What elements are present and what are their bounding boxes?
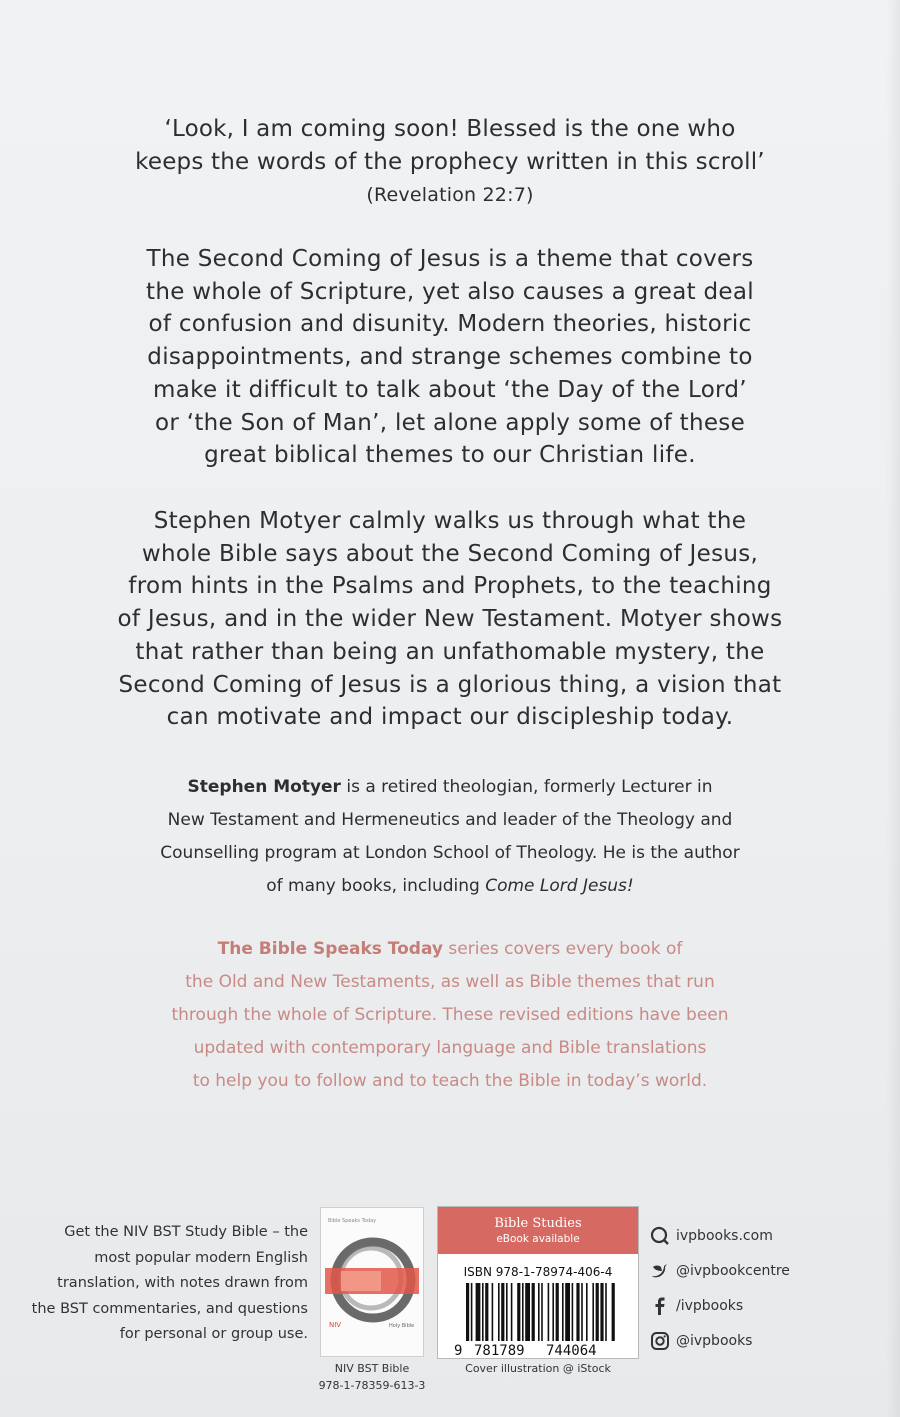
barcode-bar — [466, 1283, 469, 1341]
barcode-bar — [600, 1283, 603, 1341]
bible-cover-title: Bible Speaks Today — [328, 1218, 377, 1224]
facebook-label: /ivpbooks — [676, 1297, 744, 1314]
barcode-bar — [576, 1283, 579, 1341]
bible-cover-brand: NIV — [329, 1321, 342, 1329]
barcode-bar — [525, 1283, 530, 1341]
barcode-bar — [586, 1283, 588, 1341]
website-label: ivpbooks.com — [676, 1227, 773, 1244]
study-bible-title: NIV BST Bible — [334, 1362, 410, 1375]
series-name: The Bible Speaks Today — [217, 939, 444, 959]
promo-line: most popular modern English — [94, 1249, 308, 1266]
promo-line: the BST commentaries, and questions — [31, 1300, 308, 1317]
barcode-bar — [517, 1283, 520, 1341]
text-line: of Jesus, and in the wider New Testament. Motyer shows — [117, 606, 783, 633]
bio-text: of many books, including — [266, 876, 486, 896]
barcode-bar — [572, 1283, 574, 1341]
barcode-bar — [482, 1283, 484, 1341]
barcode-digits-right: 744064 — [546, 1343, 597, 1359]
study-bible-cover-image — [320, 1207, 424, 1357]
barcode-bar — [581, 1283, 583, 1341]
text-line: that rather than being an unfathomable mystery, the — [135, 638, 765, 665]
social-website[interactable] — [650, 1218, 850, 1253]
page-edge-shadow — [886, 0, 900, 1417]
twitter-label: @ivpbookcentre — [676, 1262, 790, 1279]
series-line: the Old and New Testaments, as well as Bible themes that run — [185, 972, 715, 992]
bio-line: New Testament and Hermeneutics and leader of the Theology and — [167, 810, 733, 830]
bio-line — [110, 771, 790, 804]
cover-credit: Cover illustration @ iStock — [465, 1362, 611, 1375]
barcode-bar — [471, 1283, 473, 1341]
category-banner — [438, 1207, 638, 1254]
barcode-bar — [532, 1283, 535, 1341]
barcode-bar — [485, 1283, 488, 1341]
isbn-number: ISBN 978-1-78974-406-4 — [463, 1265, 613, 1279]
text-line: from hints in the Psalms and Prophets, to the teaching — [128, 573, 772, 600]
social-facebook[interactable] — [650, 1288, 850, 1323]
barcode-bar — [538, 1283, 540, 1341]
social-twitter[interactable] — [650, 1253, 850, 1288]
barcode-bar — [562, 1283, 564, 1341]
barcode-bar — [605, 1283, 607, 1341]
synopsis-paragraph-2 — [60, 505, 840, 734]
facebook-icon — [650, 1296, 670, 1316]
barcode-bar — [548, 1283, 550, 1341]
ebook-label: eBook available — [496, 1233, 580, 1245]
bible-cover-label: Holy Bible — [389, 1323, 415, 1329]
barcode-digits-left: 781789 — [474, 1343, 525, 1359]
barcode-bars — [466, 1283, 615, 1341]
bible-cover-art — [321, 1208, 423, 1356]
social-links — [650, 1218, 850, 1358]
study-bible-promo — [30, 1220, 308, 1348]
barcode-bar — [556, 1283, 559, 1341]
barcode — [438, 1279, 638, 1359]
text-line: Stephen Motyer calmly walks us through what the — [153, 508, 747, 534]
synopsis-paragraph-1 — [70, 243, 830, 472]
quote-reference: (Revelation 22:7) — [366, 184, 534, 206]
opening-quote — [70, 113, 830, 211]
promo-line: for personal or group use. — [119, 1326, 308, 1343]
study-bible-isbn: 978-1-78359-613-3 — [318, 1379, 426, 1392]
barcode-bar — [565, 1283, 570, 1341]
twitter-icon — [650, 1261, 670, 1281]
quote-line: keeps the words of the prophecy written in this scroll’ — [135, 149, 765, 175]
promo-line: translation, with notes drawn from — [57, 1275, 308, 1292]
series-line: updated with contemporary language and Bible translations — [193, 1038, 707, 1058]
bio-text: is a retired theologian, formerly Lecturer in — [340, 777, 713, 797]
barcode-bar — [592, 1283, 594, 1341]
bio-line — [110, 870, 790, 903]
text-line: great biblical themes to our Christian life. — [204, 442, 696, 469]
series-line: through the whole of Scripture. These revised editions have been — [171, 1005, 729, 1025]
quote-line: ‘Look, I am coming soon! Blessed is the one who — [164, 116, 736, 142]
book-title: Come Lord Jesus! — [485, 876, 634, 896]
series-line — [120, 933, 780, 966]
text-line: whole Bible says about the Second Coming of Jesus, — [141, 540, 759, 567]
barcode-bar — [476, 1283, 481, 1341]
text-line: the whole of Scripture, yet also causes a great deal — [146, 278, 754, 305]
barcode-bar — [541, 1283, 543, 1341]
barcode-bar — [522, 1283, 524, 1341]
barcode-bar — [596, 1283, 599, 1341]
text-line: make it difficult to talk about ‘the Day of the Lord’ — [153, 376, 747, 403]
author-name: Stephen Motyer — [187, 777, 341, 797]
barcode-bar — [612, 1283, 615, 1341]
category-label: Bible Studies — [494, 1216, 582, 1231]
barcode-bar — [506, 1283, 508, 1341]
series-line: to help you to follow and to teach the Bible in today’s world. — [192, 1071, 708, 1091]
social-instagram[interactable] — [650, 1323, 850, 1358]
study-bible-caption — [305, 1360, 439, 1394]
barcode-bar — [492, 1283, 494, 1341]
barcode-bar — [501, 1283, 504, 1341]
author-bio — [110, 771, 790, 903]
text-line: of confusion and disunity. Modern theories, historic — [148, 311, 752, 338]
barcode-bar — [552, 1283, 554, 1341]
instagram-icon — [650, 1331, 670, 1351]
promo-line: Get the NIV BST Study Bible – the — [64, 1224, 308, 1240]
isbn-barcode-panel — [437, 1206, 639, 1359]
text-line: or ‘the Son of Man’, let alone apply some of these — [154, 409, 746, 436]
instagram-label: @ivpbooks — [676, 1332, 753, 1349]
search-icon — [650, 1226, 670, 1246]
text-line: Second Coming of Jesus is a glorious thing, a vision that — [118, 671, 782, 698]
barcode-digit-first: 9 — [454, 1343, 463, 1359]
barcode-bar — [511, 1283, 513, 1341]
barcode-bar — [498, 1283, 500, 1341]
series-text: series covers every book of — [443, 939, 683, 959]
text-line: can motivate and impact our discipleship today. — [166, 704, 734, 731]
series-description — [120, 933, 780, 1098]
text-line: The Second Coming of Jesus is a theme that covers — [146, 246, 754, 272]
text-line: disappointments, and strange schemes combine to — [147, 344, 753, 371]
bio-line: Counselling program at London School of Theology. He is the author — [160, 843, 740, 863]
